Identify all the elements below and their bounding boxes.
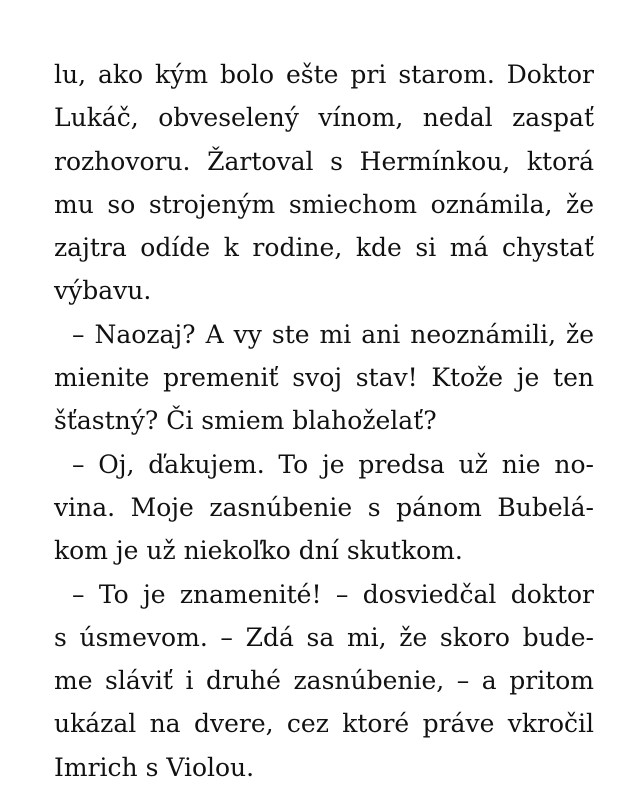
text-line: zajtra odíde k rodine, kde si má chystať [54, 233, 594, 263]
text-line: lu, ako kým bolo ešte pri starom. Doktor [54, 60, 594, 89]
text-line: mu so strojeným smiechom oznámila, že [54, 189, 594, 219]
dialogue-line: – To je znamenité! – dosviedčal doktor [72, 579, 594, 609]
book-page-text [54, 53, 594, 789]
text-line: s úsmevom. – Zdá sa mi, že skoro bude- [54, 622, 594, 652]
text-line: Lukáč, obveselený vínom, nedal zaspať [54, 103, 594, 133]
text-line: rozhovoru. Žartoval s Hermínkou, ktorá [54, 146, 594, 176]
text-line: mienite premeniť svoj stav! Ktože je ten [54, 363, 594, 393]
dialogue-line: – Naozaj? A vy ste mi ani neoznámili, že [72, 319, 594, 349]
text-line: Imrich s Violou. [54, 752, 255, 782]
text-line: vina. Moje zasnúbenie s pánom Bubelá- [54, 492, 594, 522]
text-line: ukázal na dvere, cez ktoré práve vkročil [54, 709, 594, 739]
text-line: šťastný? Či smiem blahoželať? [54, 406, 437, 436]
text-line: výbavu. [54, 276, 152, 306]
dialogue-line: – Oj, ďakujem. To je predsa už nie no- [72, 449, 594, 479]
text-line: kom je už niekoľko dní skutkom. [54, 536, 463, 566]
text-line: me sláviť i druhé zasnúbenie, – a pritom [54, 666, 594, 696]
